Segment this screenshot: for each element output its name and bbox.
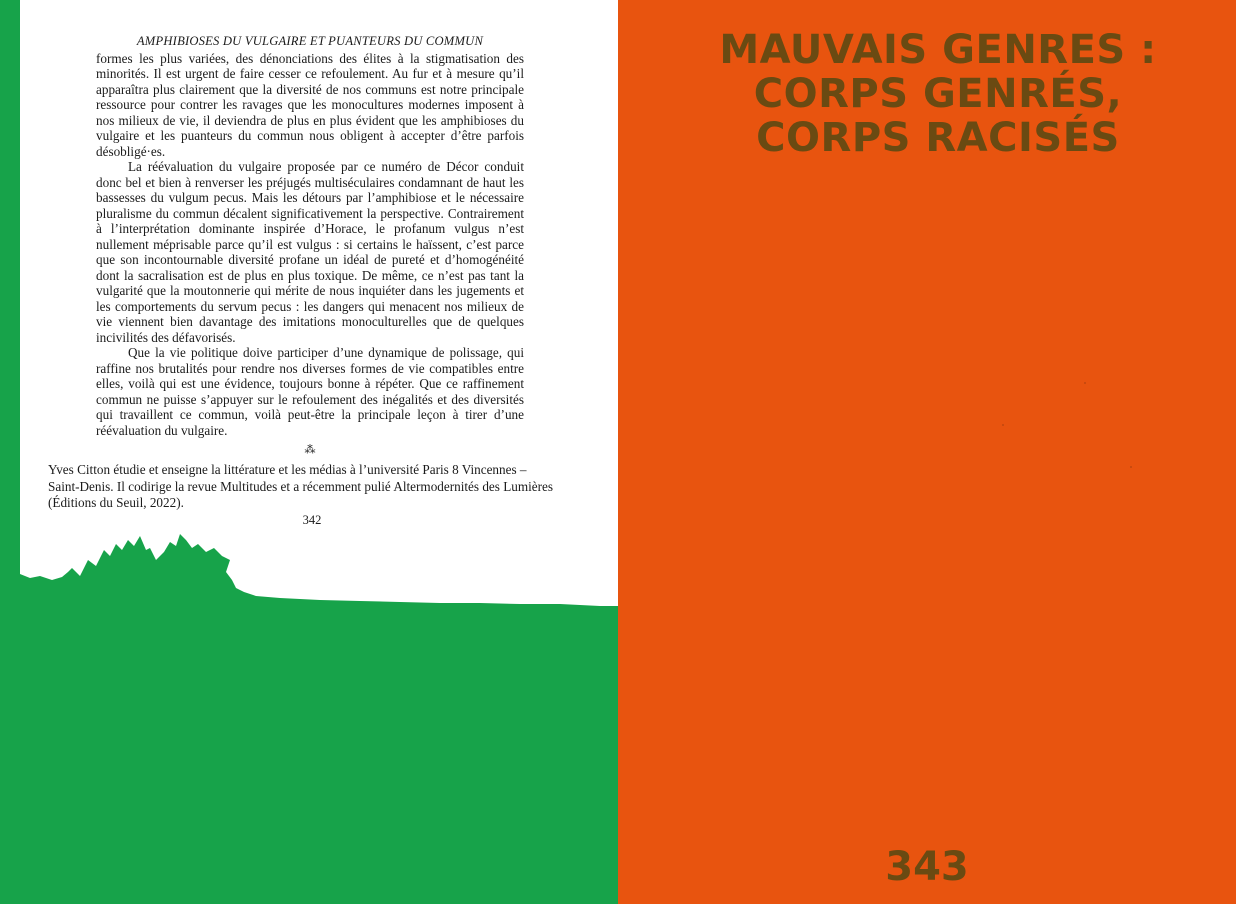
title-line-3: CORPS RACISÉS bbox=[756, 115, 1120, 161]
paper-speck bbox=[1130, 466, 1132, 468]
asterism-ornament: ⁂ bbox=[304, 444, 316, 456]
running-head: AMPHIBIOSES DU VULGAIRE ET PUANTEURS DU COMMUN bbox=[136, 34, 484, 48]
right-page bbox=[618, 0, 1236, 904]
author-bio: Yves Citton étudie et enseigne la littérature et les médias à l’université Paris 8 Vincennes – Saint-Denis. Il codirige la revue Multitudes et a récemment pulié Altermodernités des Lumières (Éditions du Seuil, 2022). bbox=[48, 462, 554, 510]
paragraph-2: La réévaluation du vulgaire proposée par ce numéro de Décor conduit donc bel et bien à renverser les préjugés multiséculaires condamnant de haut les bassesses du vulgum pecus. Mais les détours par l’amphibiose et le nécessaire pluralisme du commun décalent significativement la perspective. Contrairement à l’interprétation dominante inspirée d’Horace, le profanum vulgus n’est nullement méprisable parce qu’il est vulgus : si certains le haïssent, c’est parce que son incontournable diversité profane un idéal de pureté et d’homogénéité dont la sacralisation est de plus en plus toxique. De même, ce n’est pas tant la vulgarité que la moutonnerie qui mérite de nous inquiéter dans les jugements et les comportements du servum pecus : les dangers qui menacent nos milieux de vie viennent bien davantage des imitations monoculturelles que de quelques incivilités des défavorisés. bbox=[96, 159, 524, 345]
paragraph-1: formes les plus variées, des dénonciations des élites à la stigmatisation des minorités. Il est urgent de faire cesser ce refoulement. Au fur et à mesure qu’il apparaîtra plus clairement que la diversité de nos communs est notre principale ressource pour contrer les ravages que les monocultures modernes imposent à nos milieux de vie, il deviendra de plus en plus évident que les amphibioses du vulgaire et les puanteurs du commun nous obligent à accepter d’être parfois désobligé·es. bbox=[96, 50, 524, 159]
paragraph-3: Que la vie politique doive participer d’une dynamique de polissage, qui raffine nos brutalités pour rendre nos diverses formes de vie compatibles entre elles, voilà qui est une évidence, toujours bonne à répéter. Que ce raffinement commun ne puisse s’appuyer sur le refoulement des inégalités et des diversités qui travaillent ce commun, voilà peut-être la principale leçon à tirer d’une réévaluation du vulgaire. bbox=[96, 345, 524, 438]
paper-speck bbox=[1002, 424, 1004, 426]
section-title bbox=[678, 28, 1198, 160]
title-line-2: CORPS GENRÉS, bbox=[753, 71, 1123, 117]
page-number-left: 342 bbox=[302, 513, 322, 527]
paper-speck bbox=[1084, 382, 1086, 384]
title-line-1: MAUVAIS GENRES : bbox=[719, 27, 1157, 73]
page-number-right: 343 bbox=[885, 844, 969, 890]
main-text-column bbox=[96, 34, 524, 438]
